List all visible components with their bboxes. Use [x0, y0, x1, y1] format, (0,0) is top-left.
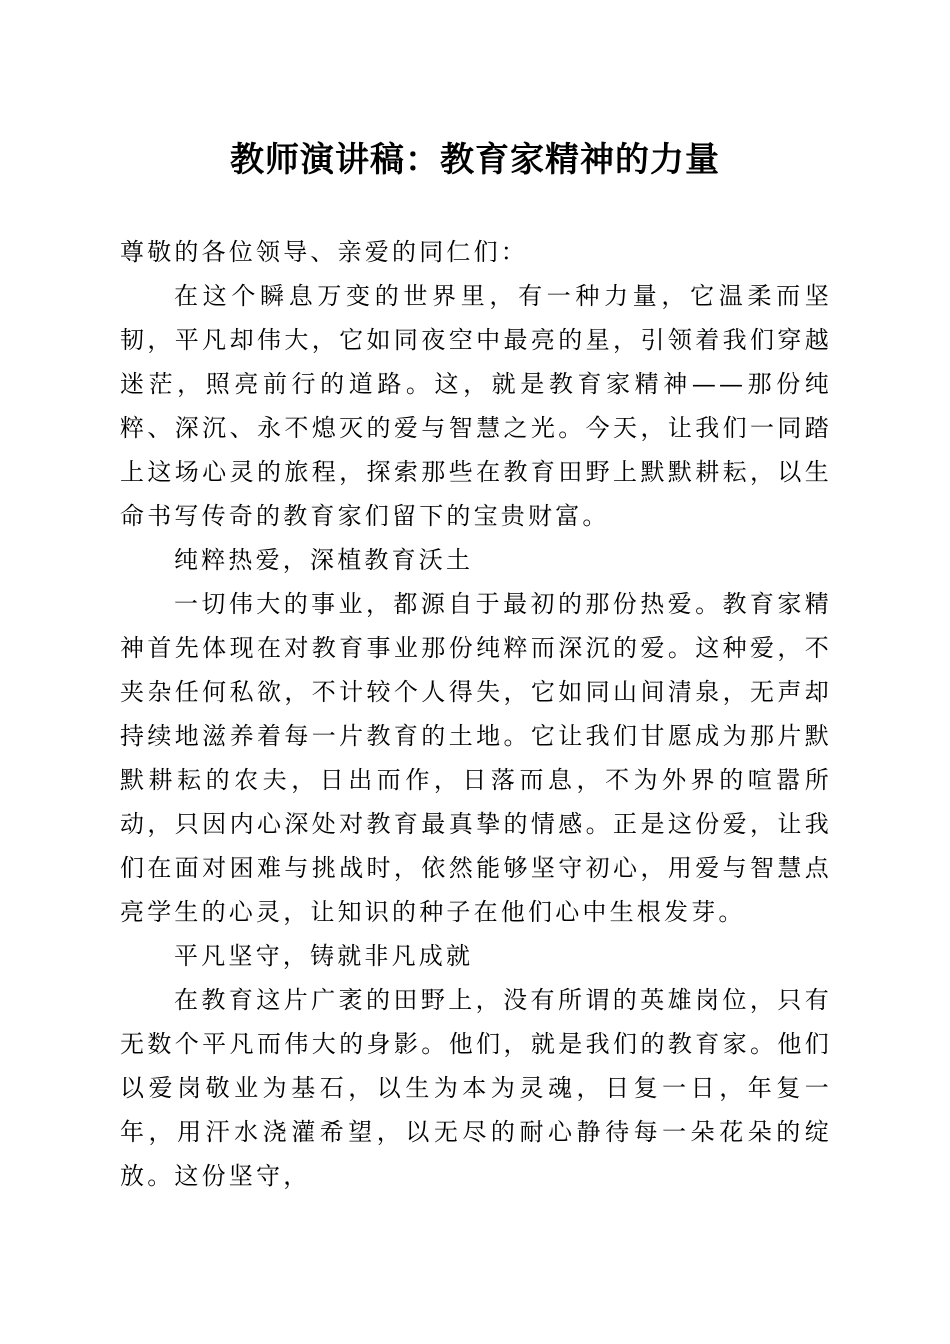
paragraph-passion: 一切伟大的事业，都源自于最初的那份热爱。教育家精神首先体现在对教育事业那份纯粹而深沉的爱。这种爱，不夹杂任何私欲，不计较个人得失，它如同山间清泉，无声却持续地滋养着每一片教育的土地。它让我们甘愿成为那片默默耕耘的农夫，日出而作，日落而息，不为外界的喧嚣所动，只因内心深处对教育最真挚的情感。正是这份爱，让我们在面对困难与挑战时，依然能够坚守初心，用爱与智慧点亮学生的心灵，让知识的种子在他们心中生根发芽。 [120, 590, 832, 926]
section-heading-persistence: 平凡坚守，铸就非凡成就 [174, 942, 474, 970]
page-title: 教师演讲稿：教育家精神的力量 [230, 140, 720, 180]
paragraph-intro: 在这个瞬息万变的世界里，有一种力量，它温柔而坚韧，平凡却伟大，它如同夜空中最亮的星，引领着我们穿越迷茫，照亮前行的道路。这，就是教育家精神——那份纯粹、深沉、永不熄灭的爱与智慧之光。今天，让我们一同踏上这场心灵的旅程，探索那些在教育田野上默默耕耘，以生命书写传奇的教育家们留下的宝贵财富。 [120, 282, 832, 530]
section-heading-passion: 纯粹热爱，深植教育沃土 [174, 546, 474, 574]
document-body [120, 230, 832, 1198]
paragraph-persistence: 在教育这片广袤的田野上，没有所谓的英雄岗位，只有无数个平凡而伟大的身影。他们，就是我们的教育家。他们以爱岗敬业为基石，以生为本为灵魂，日复一日，年复一年，用汗水浇灌希望，以无尽的耐心静待每一朵花朵的绽放。这份坚守， [120, 986, 832, 1190]
salutation: 尊敬的各位领导、亲爱的同仁们： [120, 238, 528, 266]
